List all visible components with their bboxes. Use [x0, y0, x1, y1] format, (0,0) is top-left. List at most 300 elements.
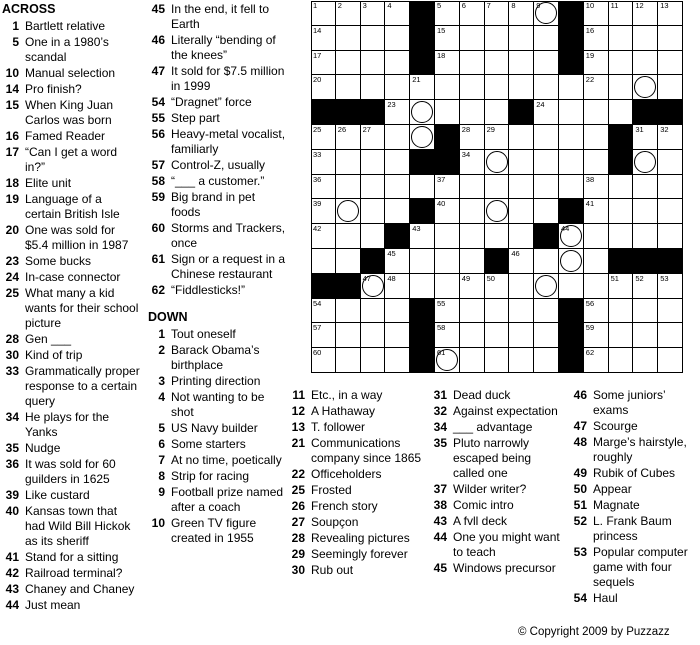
grid-cell[interactable] — [584, 75, 609, 100]
grid-cell[interactable] — [336, 125, 361, 150]
cell-number: 44 — [561, 224, 570, 234]
grid-cell[interactable] — [311, 199, 336, 224]
grid-cell[interactable] — [609, 224, 634, 249]
clue-number: 2 — [158, 343, 165, 357]
cell-number: 25 — [313, 125, 322, 134]
grid-cell[interactable] — [633, 224, 658, 249]
grid-cell[interactable] — [485, 125, 510, 150]
grid-cell[interactable] — [361, 75, 386, 100]
clue-number: 47 — [573, 419, 587, 433]
grid-cell[interactable] — [460, 199, 485, 224]
grid-cell[interactable] — [410, 249, 435, 274]
grid-cell[interactable] — [311, 299, 336, 324]
grid-cell[interactable] — [485, 75, 510, 100]
grid-cell[interactable] — [584, 26, 609, 51]
grid-cell[interactable] — [336, 323, 361, 348]
clue-text: Comic intro — [453, 498, 514, 512]
grid-cell[interactable] — [435, 1, 460, 26]
across-clue-24 — [2, 270, 140, 285]
grid-cell[interactable] — [584, 175, 609, 200]
grid-cell[interactable] — [361, 199, 386, 224]
down-clue-8 — [148, 469, 286, 484]
grid-cell[interactable] — [485, 150, 510, 175]
grid-cell[interactable] — [311, 75, 336, 100]
grid-cell[interactable] — [534, 75, 559, 100]
grid-cell[interactable] — [633, 150, 658, 175]
grid-cell[interactable] — [509, 51, 534, 76]
clue-text: Language of a certain British Isle — [25, 192, 120, 221]
grid-cell[interactable] — [609, 199, 634, 224]
grid-cell[interactable] — [584, 100, 609, 125]
clue-number: 5 — [158, 421, 165, 435]
grid-cell[interactable] — [658, 75, 683, 100]
down-clue-10 — [148, 516, 286, 546]
grid-cell[interactable] — [385, 1, 410, 26]
grid-cell[interactable] — [485, 100, 510, 125]
grid-cell[interactable] — [609, 100, 634, 125]
grid-cell[interactable] — [658, 51, 683, 76]
cell-number: 5 — [437, 1, 442, 10]
grid-cell[interactable] — [658, 199, 683, 224]
black-square — [609, 125, 634, 150]
grid-cell[interactable] — [460, 323, 485, 348]
grid-cell[interactable] — [509, 1, 534, 26]
cell-number: 50 — [486, 273, 495, 283]
black-square — [559, 323, 584, 348]
grid-cell[interactable] — [559, 175, 584, 200]
grid-cell[interactable] — [633, 125, 658, 150]
grid-cell[interactable] — [559, 150, 584, 175]
grid-cell[interactable] — [633, 1, 658, 26]
black-square — [361, 249, 386, 274]
grid-cell[interactable] — [509, 323, 534, 348]
cell-number: 51 — [610, 273, 619, 283]
grid-cell[interactable] — [485, 274, 510, 299]
grid-cell[interactable] — [509, 199, 534, 224]
clue-text: Marge’s hairstyle, roughly — [593, 435, 687, 464]
clue-number: 18 — [5, 176, 19, 190]
clue-number: 30 — [5, 348, 19, 362]
clue-text: L. Frank Baum princess — [593, 514, 672, 543]
grid-cell[interactable] — [658, 299, 683, 324]
grid-cell[interactable] — [584, 51, 609, 76]
grid-cell[interactable] — [385, 51, 410, 76]
grid-cell[interactable] — [584, 348, 609, 373]
grid-cell[interactable] — [435, 249, 460, 274]
grid-cell[interactable] — [534, 175, 559, 200]
down-header: DOWN — [148, 310, 188, 324]
grid-cell[interactable] — [361, 1, 386, 26]
grid-cell[interactable] — [658, 125, 683, 150]
across-clue-58 — [148, 174, 286, 189]
black-square — [559, 1, 584, 26]
grid-cell[interactable] — [460, 274, 485, 299]
clue-number: 45 — [433, 561, 447, 575]
clue-text: US Navy builder — [171, 421, 258, 435]
black-square — [435, 150, 460, 175]
clue-text: Manual selection — [25, 66, 116, 80]
down-clue-4 — [148, 390, 286, 420]
grid-cell[interactable] — [509, 274, 534, 299]
grid-cell[interactable] — [658, 323, 683, 348]
clue-number: 57 — [151, 158, 165, 172]
grid-cell[interactable] — [584, 1, 609, 26]
grid-cell[interactable] — [584, 323, 609, 348]
down-clue-43 — [430, 514, 562, 529]
circle-marker — [634, 151, 656, 173]
grid-cell[interactable] — [460, 150, 485, 175]
grid-cell[interactable] — [311, 51, 336, 76]
grid-cell[interactable] — [658, 150, 683, 175]
grid-cell[interactable] — [609, 175, 634, 200]
grid-cell[interactable] — [658, 348, 683, 373]
grid-cell[interactable] — [460, 348, 485, 373]
grid-cell[interactable] — [311, 1, 336, 26]
clue-text: Kind of trip — [25, 348, 83, 362]
grid-cell[interactable] — [534, 100, 559, 125]
grid-cell[interactable] — [609, 323, 634, 348]
black-square — [410, 150, 435, 175]
grid-cell[interactable] — [410, 175, 435, 200]
grid-cell[interactable] — [485, 26, 510, 51]
clue-text: Control-Z, usually — [171, 158, 266, 172]
grid-cell[interactable] — [609, 51, 634, 76]
cell-number: 31 — [635, 125, 644, 134]
grid-cell[interactable] — [435, 199, 460, 224]
grid-cell[interactable] — [385, 125, 410, 150]
grid-cell[interactable] — [485, 323, 510, 348]
grid-cell[interactable] — [633, 299, 658, 324]
down-clue-13 — [288, 420, 428, 435]
grid-cell[interactable] — [460, 175, 485, 200]
grid-cell[interactable] — [410, 224, 435, 249]
grid-cell[interactable] — [485, 299, 510, 324]
clue-number: 38 — [433, 498, 447, 512]
clue-number: 9 — [158, 485, 165, 499]
across-clue-28 — [2, 332, 140, 347]
grid-cell[interactable] — [485, 348, 510, 373]
down-clue-list-continued-3 — [570, 388, 698, 606]
grid-cell[interactable] — [435, 299, 460, 324]
clue-number: 20 — [5, 223, 19, 237]
grid-cell[interactable] — [584, 125, 609, 150]
down-clue-1 — [148, 327, 286, 342]
grid-cell[interactable] — [435, 175, 460, 200]
grid-cell[interactable] — [336, 26, 361, 51]
clue-number: 54 — [573, 591, 587, 605]
black-square — [559, 299, 584, 324]
grid-cell[interactable] — [460, 51, 485, 76]
clue-number: 23 — [5, 254, 19, 268]
grid-cell[interactable] — [534, 26, 559, 51]
grid-cell[interactable] — [385, 323, 410, 348]
grid-cell[interactable] — [361, 125, 386, 150]
grid-cell[interactable] — [559, 125, 584, 150]
black-square — [385, 224, 410, 249]
grid-cell[interactable] — [410, 125, 435, 150]
cell-number: 36 — [313, 174, 322, 184]
clue-number: 4 — [158, 390, 165, 404]
clue-text: Just mean — [25, 598, 81, 612]
across-clue-60 — [148, 221, 286, 251]
grid-cell[interactable] — [534, 51, 559, 76]
grid-cell[interactable] — [385, 150, 410, 175]
grid-cell[interactable] — [336, 199, 361, 224]
grid-cell[interactable] — [509, 299, 534, 324]
grid-cell[interactable] — [336, 51, 361, 76]
circle-marker — [535, 275, 557, 297]
grid-cell[interactable] — [336, 224, 361, 249]
grid-cell[interactable] — [336, 150, 361, 175]
grid-cell[interactable] — [435, 348, 460, 373]
grid-cell[interactable] — [534, 125, 559, 150]
grid-cell[interactable] — [435, 75, 460, 100]
grid-cell[interactable] — [534, 249, 559, 274]
grid-cell[interactable] — [385, 299, 410, 324]
grid-cell[interactable] — [336, 299, 361, 324]
clue-text: Big brand in pet foods — [171, 190, 256, 219]
grid-cell[interactable] — [633, 199, 658, 224]
clue-number: 33 — [5, 364, 19, 378]
grid-cell[interactable] — [658, 224, 683, 249]
grid-cell[interactable] — [460, 249, 485, 274]
grid-cell[interactable] — [460, 100, 485, 125]
grid-cell[interactable] — [435, 100, 460, 125]
cell-number: 57 — [313, 323, 322, 333]
grid-cell[interactable] — [534, 323, 559, 348]
grid-cell[interactable] — [485, 51, 510, 76]
down-clues-column-2 — [288, 388, 428, 579]
clue-number: 35 — [433, 436, 447, 450]
clue-number: 34 — [433, 420, 447, 434]
grid-cell[interactable] — [361, 26, 386, 51]
circle-marker — [560, 225, 582, 247]
clue-number: 62 — [151, 283, 165, 297]
grid-cell[interactable] — [658, 274, 683, 299]
grid-cell[interactable] — [584, 274, 609, 299]
grid-cell[interactable] — [460, 224, 485, 249]
grid-cell[interactable] — [435, 224, 460, 249]
clue-text: Revealing pictures — [311, 531, 410, 545]
grid-cell[interactable] — [534, 274, 559, 299]
grid-cell[interactable] — [311, 150, 336, 175]
grid-cell[interactable] — [385, 274, 410, 299]
across-clue-56 — [148, 127, 286, 157]
grid-cell[interactable] — [609, 26, 634, 51]
grid-cell[interactable] — [361, 348, 386, 373]
grid-cell[interactable] — [385, 348, 410, 373]
grid-cell[interactable] — [485, 199, 510, 224]
grid-cell[interactable] — [460, 1, 485, 26]
circle-marker — [560, 250, 582, 272]
clue-number: 17 — [5, 145, 19, 159]
grid-cell[interactable] — [609, 75, 634, 100]
black-square — [485, 249, 510, 274]
grid-cell[interactable] — [385, 100, 410, 125]
grid-cell[interactable] — [509, 224, 534, 249]
cell-number: 16 — [585, 25, 595, 35]
black-square — [559, 26, 584, 51]
grid-cell[interactable] — [609, 299, 634, 324]
grid-cell[interactable] — [633, 26, 658, 51]
grid-cell[interactable] — [410, 100, 435, 125]
grid-cell[interactable] — [336, 75, 361, 100]
grid-cell[interactable] — [435, 26, 460, 51]
grid-cell[interactable] — [534, 150, 559, 175]
grid-cell[interactable] — [633, 51, 658, 76]
down-clue-49 — [570, 466, 698, 481]
grid-cell[interactable] — [361, 51, 386, 76]
grid-cell[interactable] — [534, 199, 559, 224]
grid-cell[interactable] — [534, 348, 559, 373]
grid-cell[interactable] — [311, 125, 336, 150]
grid-cell[interactable] — [485, 175, 510, 200]
grid-cell[interactable] — [633, 75, 658, 100]
grid-cell[interactable] — [361, 175, 386, 200]
grid-cell[interactable] — [534, 299, 559, 324]
grid-cell[interactable] — [460, 125, 485, 150]
grid-cell[interactable] — [509, 75, 534, 100]
grid-cell[interactable] — [509, 150, 534, 175]
across-clue-46 — [148, 33, 286, 63]
grid-cell[interactable] — [485, 1, 510, 26]
grid-cell[interactable] — [385, 175, 410, 200]
across-clue-47 — [148, 64, 286, 94]
down-clue-35 — [430, 436, 562, 481]
grid-cell[interactable] — [559, 224, 584, 249]
grid-cell[interactable] — [385, 75, 410, 100]
cell-number: 55 — [437, 298, 446, 308]
black-square — [633, 249, 658, 274]
clue-number: 41 — [5, 550, 19, 564]
grid-cell[interactable] — [633, 175, 658, 200]
circle-marker — [535, 2, 557, 24]
grid-cell[interactable] — [410, 75, 435, 100]
grid-cell[interactable] — [584, 299, 609, 324]
down-clue-3 — [148, 374, 286, 389]
across-clue-15 — [2, 98, 140, 128]
circle-marker — [411, 101, 433, 123]
cell-number: 45 — [387, 249, 396, 258]
grid-cell[interactable] — [509, 348, 534, 373]
grid-cell[interactable] — [584, 249, 609, 274]
across-clue-42 — [2, 566, 140, 581]
grid-cell[interactable] — [509, 175, 534, 200]
grid-cell[interactable] — [534, 1, 559, 26]
grid-cell[interactable] — [460, 299, 485, 324]
clue-number: 54 — [151, 95, 165, 109]
grid-cell[interactable] — [435, 274, 460, 299]
grid-cell[interactable] — [311, 224, 336, 249]
down-clue-31 — [430, 388, 562, 403]
cell-number: 42 — [313, 224, 322, 234]
across-clue-44 — [2, 598, 140, 613]
grid-cell[interactable] — [435, 51, 460, 76]
clue-text: It sold for $7.5 million in 1999 — [171, 64, 285, 93]
clue-text: Elite unit — [25, 176, 72, 190]
grid-cell[interactable] — [509, 249, 534, 274]
clue-text: Some bucks — [25, 254, 92, 268]
grid-cell[interactable] — [336, 348, 361, 373]
clue-text: Printing direction — [171, 374, 261, 388]
grid-cell[interactable] — [361, 150, 386, 175]
grid-cell[interactable] — [311, 175, 336, 200]
clue-number: 36 — [5, 457, 19, 471]
grid-cell[interactable] — [361, 323, 386, 348]
grid-cell[interactable] — [584, 224, 609, 249]
grid-cell[interactable] — [633, 348, 658, 373]
across-clue-30 — [2, 348, 140, 363]
grid-cell[interactable] — [361, 299, 386, 324]
clue-text: Literally “bending of the knees” — [171, 33, 276, 62]
grid-cell[interactable] — [385, 199, 410, 224]
grid-cell[interactable] — [584, 199, 609, 224]
grid-cell[interactable] — [485, 224, 510, 249]
cell-number: 48 — [387, 273, 396, 283]
clue-number: 52 — [573, 514, 587, 528]
grid-cell[interactable] — [336, 1, 361, 26]
grid-cell[interactable] — [658, 175, 683, 200]
grid-cell[interactable] — [609, 274, 634, 299]
clue-text: One you might want to teach — [453, 530, 560, 559]
grid-cell[interactable] — [559, 100, 584, 125]
grid-cell[interactable] — [385, 249, 410, 274]
cell-number: 53 — [660, 273, 669, 283]
grid-cell[interactable] — [460, 75, 485, 100]
clue-text: Nudge — [25, 441, 61, 455]
grid-cell[interactable] — [559, 75, 584, 100]
clue-number: 5 — [12, 35, 19, 49]
across-clue-43 — [2, 582, 140, 597]
grid-cell[interactable] — [609, 348, 634, 373]
grid-cell[interactable] — [385, 26, 410, 51]
grid-cell[interactable] — [435, 323, 460, 348]
clue-text: Magnate — [593, 498, 640, 512]
down-clue-50 — [570, 482, 698, 497]
grid-cell[interactable] — [460, 26, 485, 51]
grid-cell[interactable] — [311, 26, 336, 51]
clue-number: 37 — [433, 482, 447, 496]
clue-text: Appear — [593, 482, 632, 496]
down-clue-37 — [430, 482, 562, 497]
grid-cell[interactable] — [658, 26, 683, 51]
grid-cell[interactable] — [311, 249, 336, 274]
grid-cell[interactable] — [336, 249, 361, 274]
grid-cell[interactable] — [658, 1, 683, 26]
clue-text: Pro finish? — [25, 82, 82, 96]
grid-cell[interactable] — [311, 348, 336, 373]
grid-cell[interactable] — [509, 125, 534, 150]
grid-cell[interactable] — [559, 274, 584, 299]
grid-cell[interactable] — [336, 175, 361, 200]
clue-number: 12 — [291, 404, 305, 418]
grid-cell[interactable] — [633, 274, 658, 299]
clue-number: 49 — [573, 466, 587, 480]
grid-cell[interactable] — [361, 224, 386, 249]
grid-cell[interactable] — [584, 150, 609, 175]
grid-cell[interactable] — [633, 323, 658, 348]
clue-number: 53 — [573, 545, 587, 559]
grid-cell[interactable] — [410, 274, 435, 299]
across-clue-17 — [2, 145, 140, 175]
grid-cell[interactable] — [559, 249, 584, 274]
clue-number: 46 — [151, 33, 165, 47]
grid-cell[interactable] — [509, 26, 534, 51]
grid-cell[interactable] — [361, 274, 386, 299]
grid-cell[interactable] — [609, 1, 634, 26]
grid-cell[interactable] — [311, 323, 336, 348]
clue-text: Not wanting to be shot — [171, 390, 265, 419]
